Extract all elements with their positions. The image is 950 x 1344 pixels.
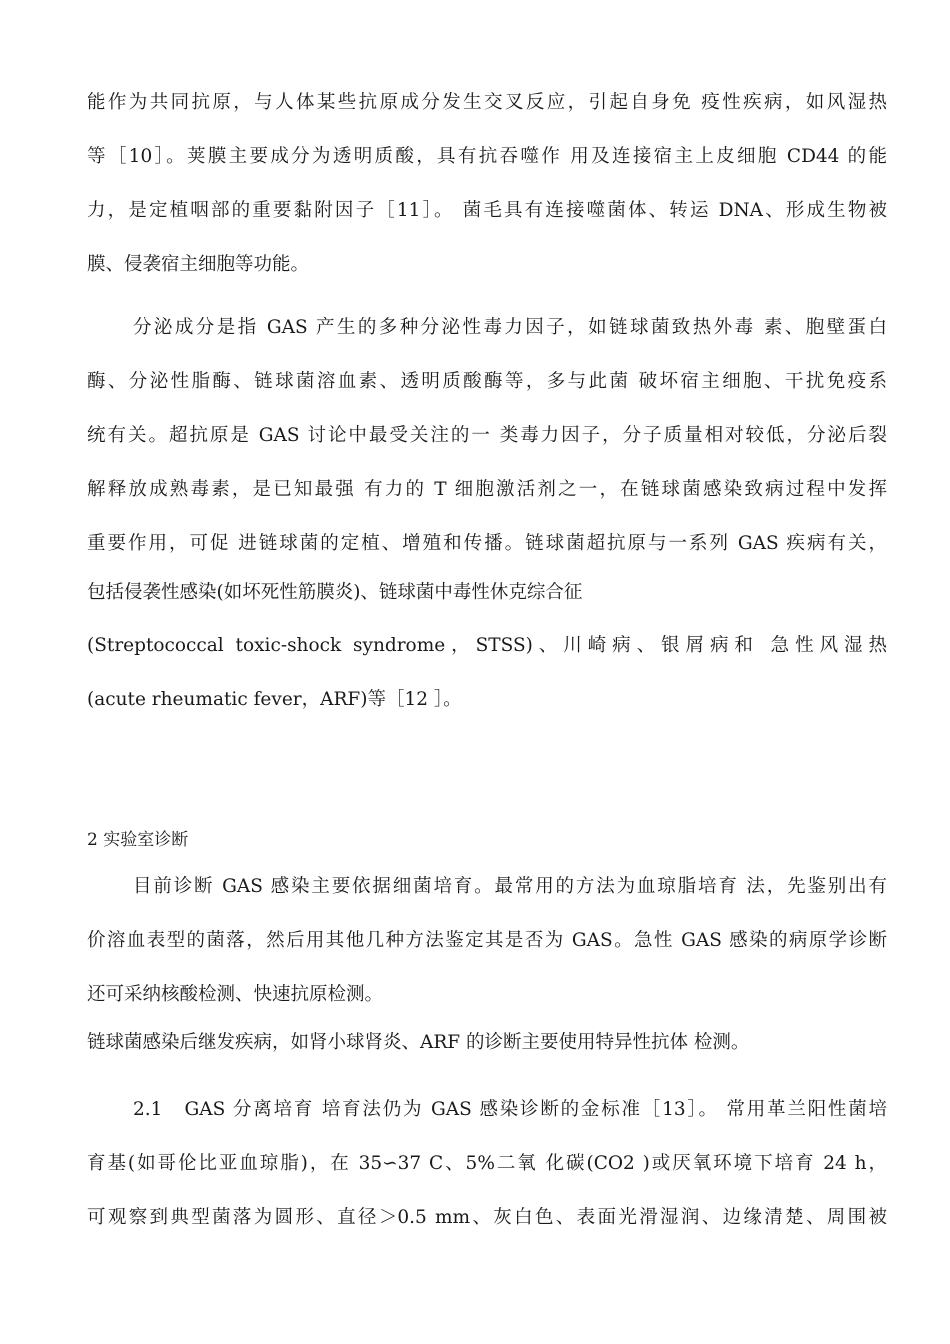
text-line: 可观察到典型菌落为圆形、直径＞0.5 mm、灰白色、表面光滑湿润、边缘清楚、周围被 [87, 1207, 887, 1228]
text-line: 分泌成分是指 GAS 产生的多种分泌性毒力因子，如链球菌致热外毒 素、胞壁蛋白 [133, 317, 887, 338]
text-line: 等［10］。荚膜主要成分为透明质酸，具有抗吞噬作 用及连接宿主上皮细胞 CD44 的能 [87, 146, 887, 167]
text-line: 解释放成熟毒素，是已知最强 有力的 T 细胞激活剂之一，在链球菌感染致病过程中发挥 [87, 479, 887, 500]
text-line: 统有关。超抗原是 GAS 讨论中最受关注的一 类毒力因子，分子质量相对较低，分泌后裂 [87, 425, 887, 446]
text-line: 价溶血表型的菌落，然后用其他几种方法鉴定其是否为 GAS。急性 GAS 感染的病原学诊断 [87, 930, 887, 951]
text-line: 酶、分泌性脂酶、链球菌溶血素、透明质酸酶等，多与此菌 破坏宿主细胞、干扰免疫系 [87, 371, 887, 392]
text-line: (Streptococcal toxic-shock syndrome，STSS)、川崎病、银屑病和 急性风湿热 [87, 635, 887, 656]
text-line: 包括侵袭性感染(如坏死性筋膜炎)、链球菌中毒性休克综合征 [87, 582, 583, 603]
text-line: 力，是定植咽部的重要黏附因子［11］。 菌毛具有连接噬菌体、转运 DNA、形成生物被 [87, 200, 887, 221]
text-line: (acute rheumatic fever，ARF)等［12 ］。 [87, 689, 462, 710]
section-heading: 2 实验室诊断 [87, 830, 189, 850]
text-line: 还可采纳核酸检测、快速抗原检测。 [87, 984, 384, 1005]
text-line: 能作为共同抗原，与人体某些抗原成分发生交叉反应，引起自身免 疫性疾病，如风湿热 [87, 92, 887, 113]
text-line: 膜、侵袭宿主细胞等功能。 [87, 254, 310, 275]
text-line: 重要作用，可促 进链球菌的定植、增殖和传播。链球菌超抗原与一系列 GAS 疾病有关， [87, 533, 887, 554]
text-line: 育基(如哥伦比亚血琼脂)，在 35∽37 C、5%二氧 化碳(CO2 )或厌氧环境下培育 24 h， [87, 1153, 887, 1174]
text-line: 目前诊断 GAS 感染主要依据细菌培育。最常用的方法为血琼脂培育 法，先鉴别出有 [133, 876, 887, 897]
text-line: 2.1 GAS 分离培育 培育法仍为 GAS 感染诊断的金标准［13］。 常用革兰阳性菌培 [133, 1099, 887, 1120]
text-line: 链球菌感染后继发疾病，如肾小球肾炎、ARF 的诊断主要使用特异性抗体 检测。 [87, 1032, 750, 1053]
